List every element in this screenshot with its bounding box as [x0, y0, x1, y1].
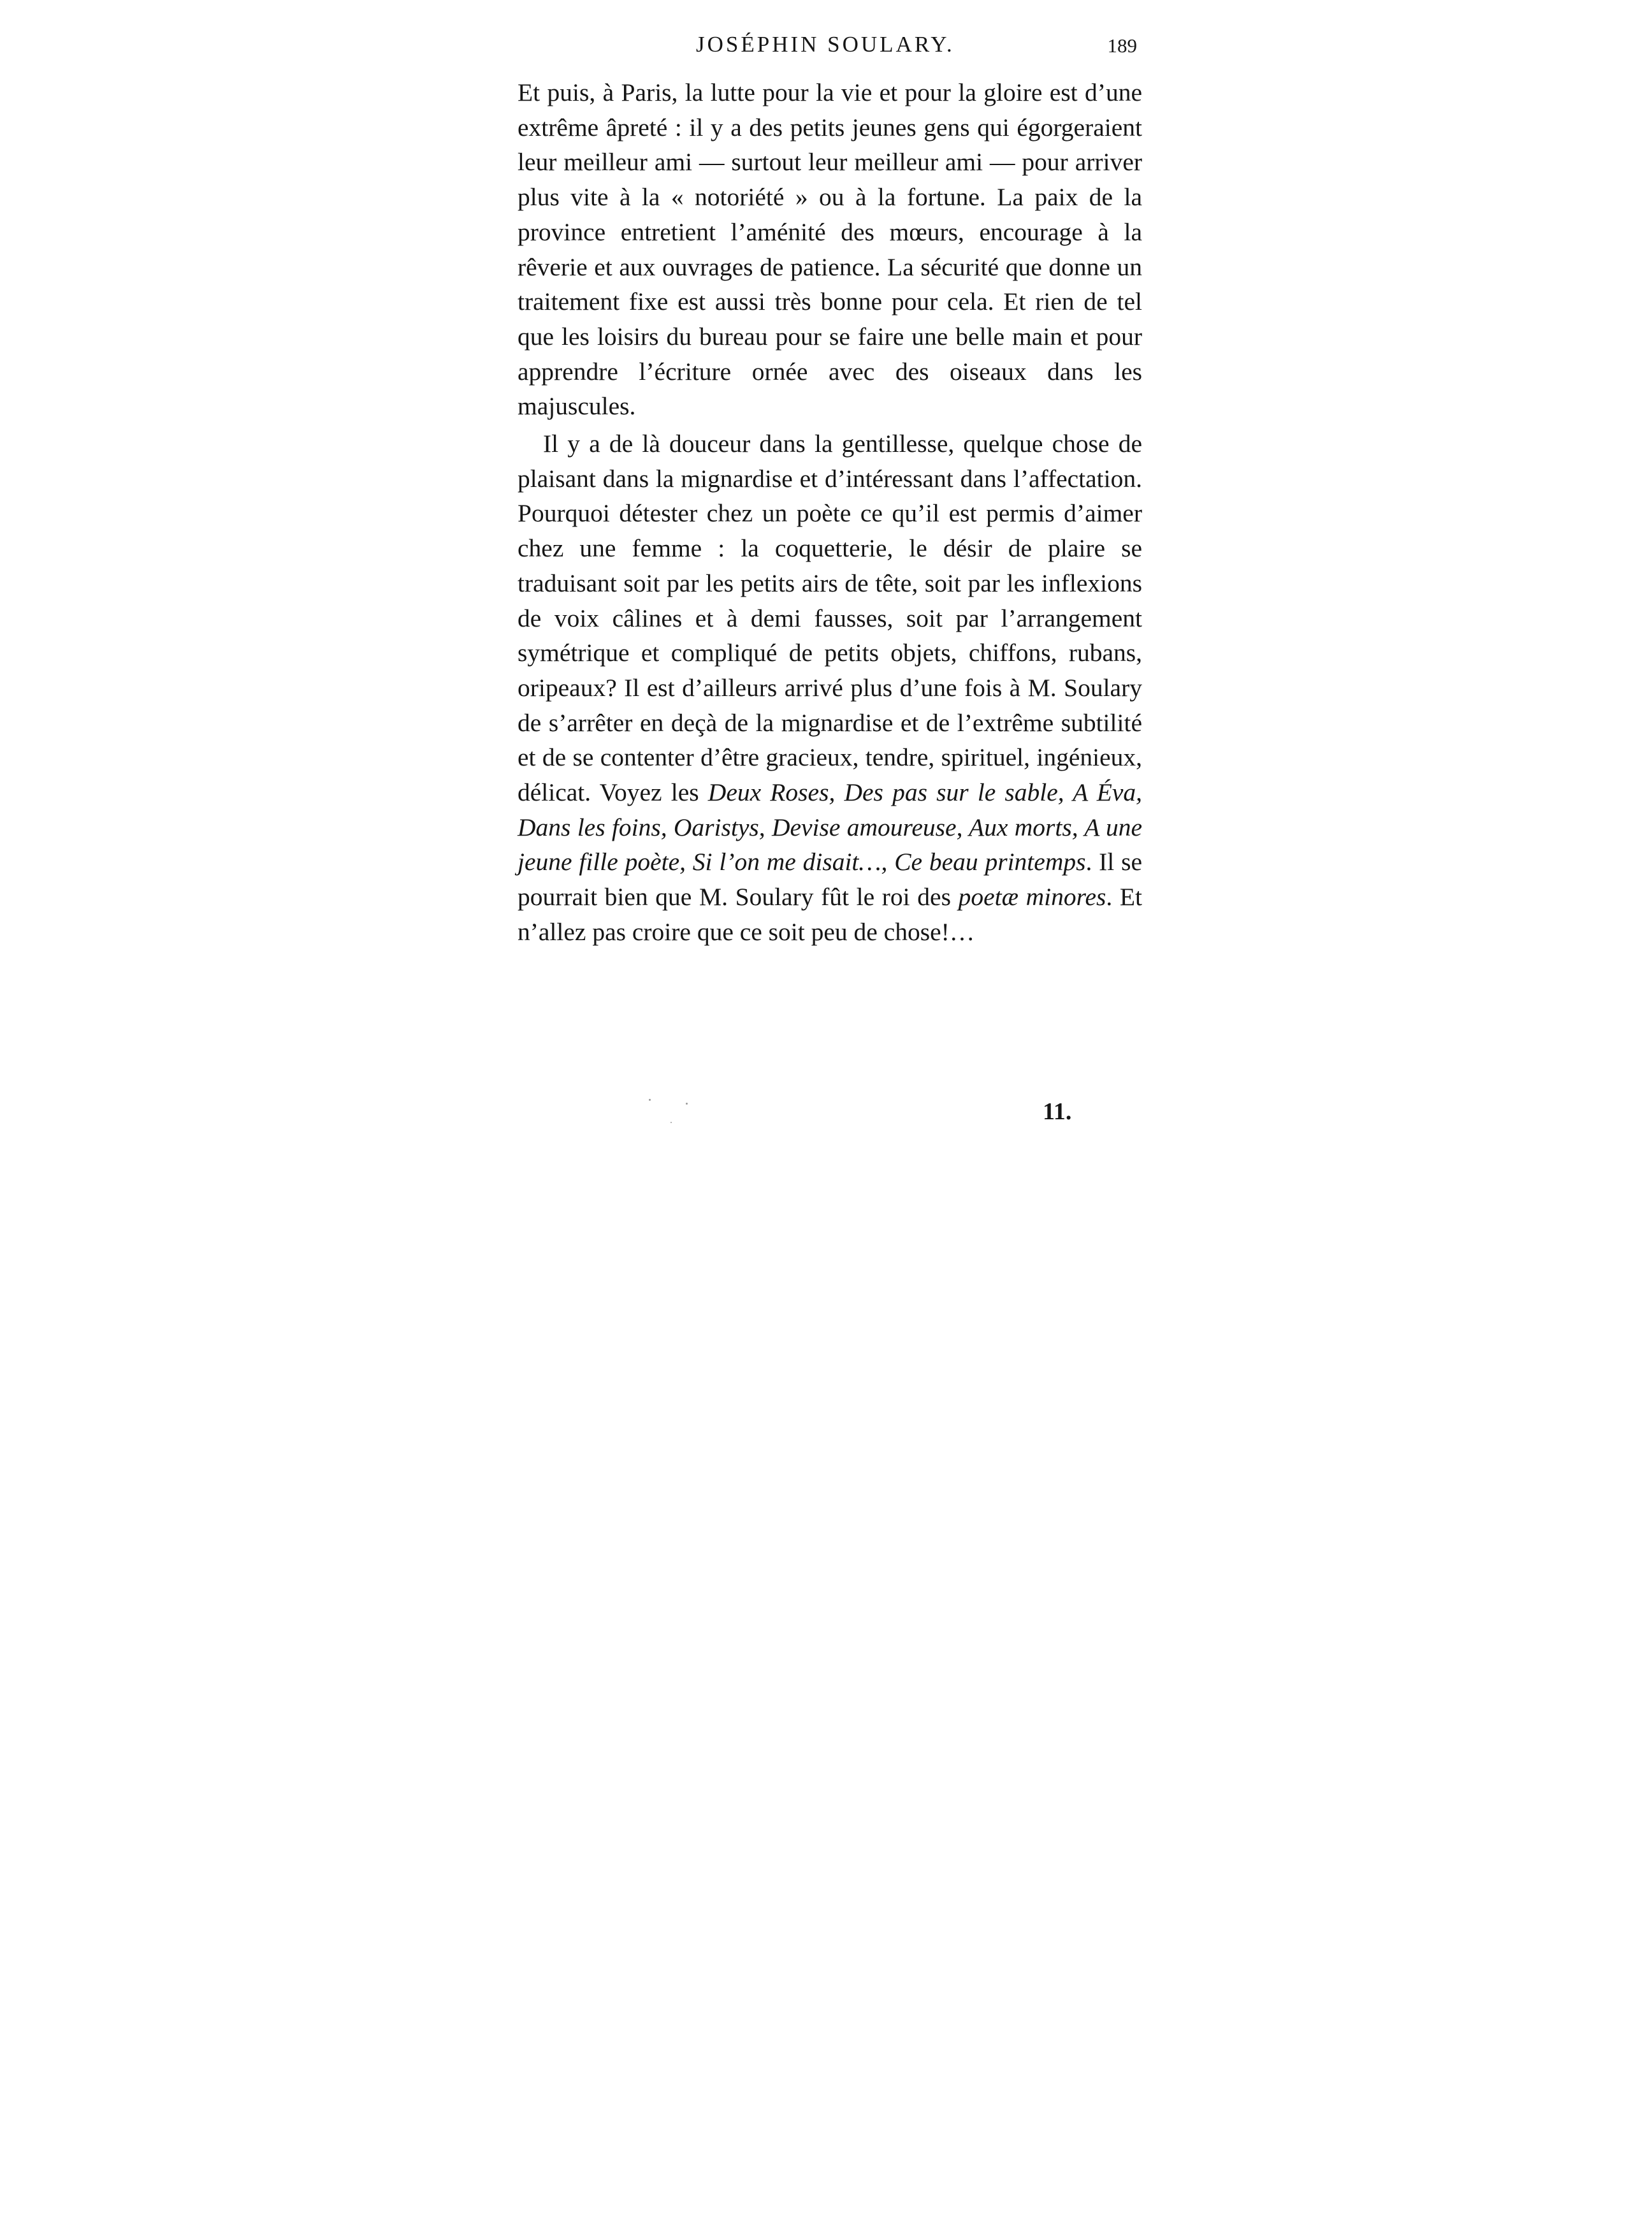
paragraph-1 — [518, 75, 1142, 424]
page-number: 189 — [1107, 34, 1137, 57]
print-speck — [670, 1122, 672, 1123]
paragraph-2 — [518, 426, 1142, 950]
print-speck — [649, 1099, 651, 1101]
paragraph-1-run: Et puis, à Paris, la lutte pour la vie et pour la gloire est d’une extrême âpreté : il y a des petits jeunes gens qui égorgeraient leur meilleur ami — surtout leur meilleur ami — pour arriver plus vite à la « notoriété » ou à la fortune. La paix de la province entretient l’aménité des mœurs, encourage à la rêverie et aux ouvrages de patience. La sécurité que donne un traitement fixe est aussi très bonne pour cela. Et rien de tel que les loisirs du bureau pour se faire une belle main et pour apprendre l’écriture ornée avec des oiseaux dans les majuscules. — [518, 78, 1142, 421]
paragraph-2-italic-phrase: poetæ minores — [958, 883, 1106, 911]
paragraph-2-italic-titles: Deux Roses, Des pas sur le sable, A Éva, Dans les foins, Oaristys, Devise amoureuse, Aux morts, A une jeune fille poète, Si l’on me disait…, Ce beau printemps — [518, 778, 1142, 876]
print-speck — [686, 1103, 688, 1105]
paragraph-2-run: . Il se pourrait bien que M. Soulary fût le roi des — [518, 848, 1142, 911]
running-title: JOSÉPHIN SOULARY. — [696, 32, 955, 57]
paragraph-2-run: . Et n’allez pas croire que ce soit peu de chose!… — [518, 883, 1142, 946]
running-head — [518, 32, 1142, 70]
paragraph-2-run: Il y a de là douceur dans la gentillesse, quelque chose de plaisant dans la mignardise et d’intéressant dans l’affectation. Pourquoi détester chez un poète ce qu’il est permis d’aimer chez une femme : la coquetterie, le désir de plaire se traduisant soit par les petits airs de tête, soit par les inflexions de voix câlines et à demi fausses, soit par l’arrangement symétrique et compliqué de petits objets, chiffons, rubans, oripeaux? Il est d’ailleurs arrivé plus d’une fois à M. Soulary de s’arrêter en deçà de la mignardise et de l’extrême subtilité et de se contenter d’être gracieux, tendre, spirituel, ingénieux, délicat. Voyez les — [518, 430, 1142, 807]
body-text — [518, 75, 1142, 950]
signature-mark: 11. — [1043, 1098, 1072, 1125]
